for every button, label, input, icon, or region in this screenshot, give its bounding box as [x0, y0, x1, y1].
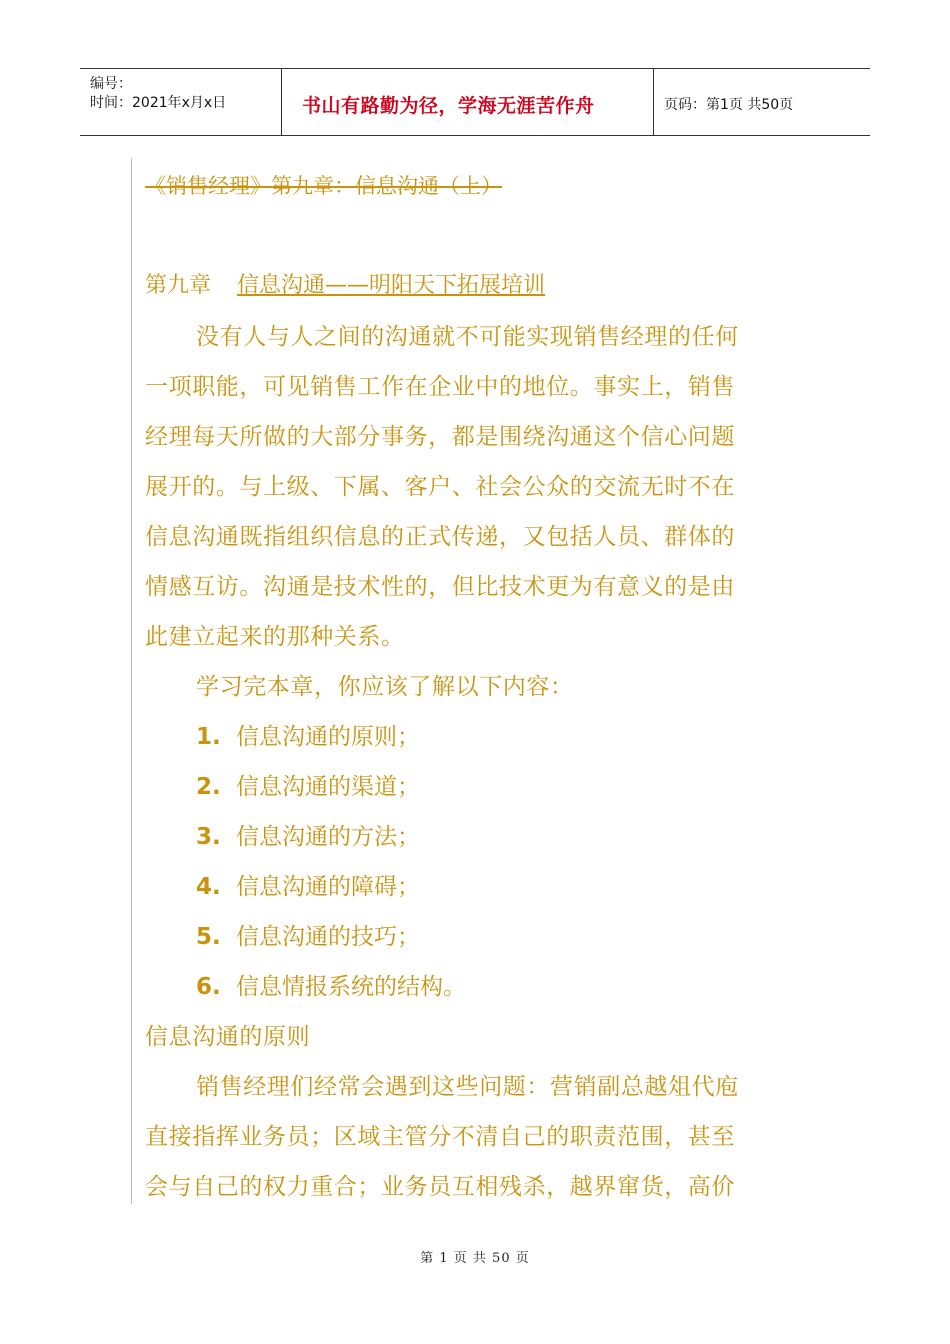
section-heading: 信息沟通的原则: [145, 1024, 311, 1050]
intro-line: 没有人与人之间的沟通就不可能实现销售经理的任何: [196, 324, 739, 350]
section-line: 会与自己的权力重合；业务员互相残杀，越界窜货，高价: [145, 1174, 735, 1200]
intro-line: 展开的。与上级、下属、客户、社会公众的交流无时不在: [145, 474, 735, 500]
chapter-heading: [145, 268, 545, 299]
intro-line: 一项职能，可见销售工作在企业中的地位。事实上，销售: [145, 374, 735, 400]
document-header: [80, 68, 870, 136]
list-item: [196, 768, 420, 801]
chapter-title-link[interactable]: 信息沟通——明阳天下拓展培训: [237, 273, 546, 298]
motto: 书山有路勤为径，学海无涯苦作舟: [302, 95, 595, 117]
list-item: [196, 818, 420, 851]
list-text: 信息情报系统的结构。: [236, 974, 466, 1000]
section-line: 直接指挥业务员；区域主管分不清自己的职责范围，甚至: [145, 1124, 735, 1150]
header-motto-cell: [282, 69, 654, 135]
list-text: 信息沟通的方法；: [236, 824, 420, 850]
list-text: 信息沟通的原则；: [236, 724, 420, 750]
list-number: 4.: [196, 874, 221, 900]
list-item: [196, 868, 420, 901]
header-meta-cell: [80, 69, 282, 135]
list-item: [196, 918, 420, 951]
list-number: 5.: [196, 924, 221, 950]
list-number: 2.: [196, 774, 221, 800]
learn-intro: 学习完本章，你应该了解以下内容：: [196, 674, 574, 700]
list-number: 3.: [196, 824, 221, 850]
section-line: 销售经理们经常会遇到这些问题：营销副总越俎代庖: [196, 1074, 739, 1100]
chapter-label: 第九章: [145, 273, 212, 298]
margin-rule: [131, 158, 132, 1204]
code-label: 编号：: [90, 76, 132, 92]
list-text: 信息沟通的技巧；: [236, 924, 420, 950]
intro-line: 经理每天所做的大部分事务，都是围绕沟通这个信心问题: [145, 424, 735, 450]
date-label: 时间：2021年x月x日: [90, 95, 227, 111]
list-text: 信息沟通的渠道；: [236, 774, 420, 800]
list-number: 6.: [196, 974, 221, 1000]
page-footer: 第 1 页 共 50 页: [420, 1251, 530, 1266]
list-text: 信息沟通的障碍；: [236, 874, 420, 900]
intro-line: 此建立起来的那种关系。: [145, 624, 405, 650]
intro-line: 情感互访。沟通是技术性的，但比技术更为有意义的是由: [145, 574, 735, 600]
list-item: [196, 718, 420, 751]
list-item: [196, 968, 466, 1001]
struck-title: 《销售经理》第九章：信息沟通（上）: [145, 174, 502, 198]
intro-line: 信息沟通既指组织信息的正式传递，又包括人员、群体的: [145, 524, 735, 550]
header-page-cell: [654, 69, 870, 135]
list-number: 1.: [196, 724, 221, 750]
page-info: 页码：第1页 共50页: [664, 97, 794, 113]
